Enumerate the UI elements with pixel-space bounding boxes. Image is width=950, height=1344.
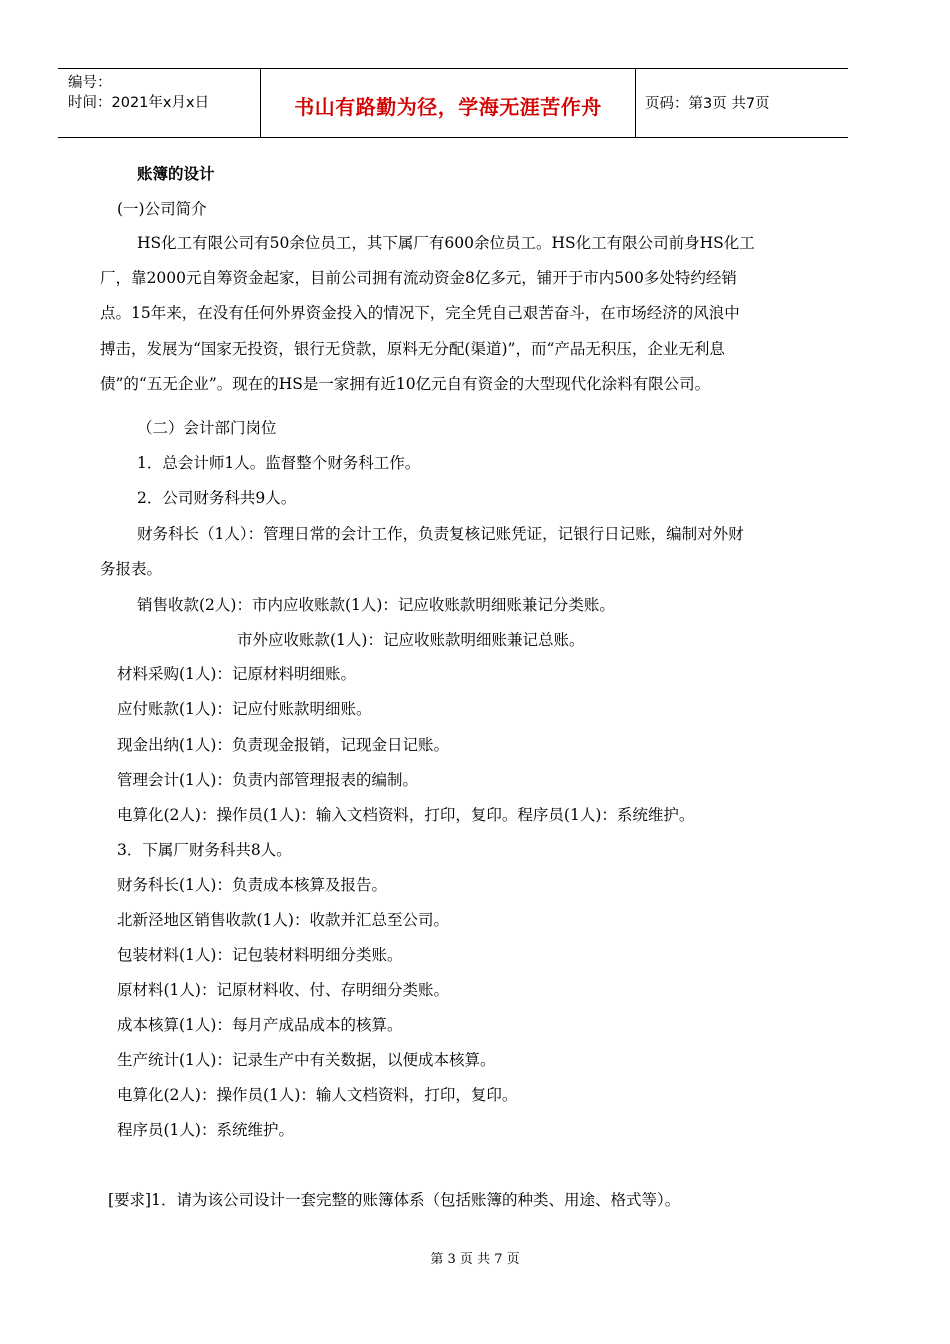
requirement-line: [要求]1．请为该公司设计一套完整的账簿体系（包括账簿的种类、用途、格式等）。 [108, 1191, 681, 1209]
heading-accounting-dept: （二）会计部门岗位 [137, 419, 277, 437]
header-page-code: 页码：第3页 共7页 [645, 96, 770, 112]
header-slogan: 书山有路勤为径，学海无涯苦作舟 [294, 95, 602, 119]
list-item: 成本核算(1人)：每月产成品成本的核算。 [117, 1016, 403, 1034]
paragraph-line: 点。15年来，在没有任何外界资金投入的情况下，完全凭自己艰苦奋斗，在市场经济的风浪中 [100, 304, 740, 322]
list-item: 销售收款(2人)：市内应收账款(1人)：记应收账款明细账兼记分类账。 [137, 596, 615, 614]
list-item: 程序员(1人)：系统维护。 [117, 1121, 294, 1139]
list-item: 生产统计(1人)：记录生产中有关数据，以便成本核算。 [117, 1051, 496, 1069]
list-item: 财务科长(1人)：负责成本核算及报告。 [117, 876, 387, 894]
list-item: 管理会计(1人)：负责内部管理报表的编制。 [117, 771, 418, 789]
header-number-label: 编号： [68, 75, 112, 91]
paragraph-line: 务报表。 [100, 560, 163, 578]
paragraph-line: 债”的“五无企业”。现在的HS是一家拥有近10亿元自有资金的大型现代化涂料有限公司。 [100, 375, 711, 393]
paragraph-line: HS化工有限公司有50余位员工，其下属厂有600余位员工。HS化工有限公司前身HS化工 [137, 234, 755, 252]
list-item: 1．总会计师1人。监督整个财务科工作。 [137, 454, 421, 472]
list-item: 应付账款(1人)：记应付账款明细账。 [117, 700, 372, 718]
header-time-label: 时间：2021年x月x日 [68, 95, 210, 111]
list-item: 现金出纳(1人)：负责现金报销，记现金日记账。 [117, 736, 449, 754]
list-item: 2．公司财务科共9人。 [137, 489, 297, 507]
section-title: 账簿的设计 [137, 165, 215, 183]
heading-company-intro: (一)公司简介 [117, 200, 207, 218]
list-item: 包装材料(1人)：记包装材料明细分类账。 [117, 946, 403, 964]
list-item: 原材料(1人)：记原材料收、付、存明细分类账。 [117, 981, 449, 999]
page-footer: 第 3 页 共 7 页 [430, 1252, 520, 1267]
header-left-cell [58, 69, 260, 137]
paragraph-line: 财务科长（1人）：管理日常的会计工作，负责复核记账凭证，记银行日记账，编制对外财 [137, 525, 744, 543]
header-middle-cell [260, 69, 636, 137]
list-item: 材料采购(1人)：记原材料明细账。 [117, 665, 356, 683]
paragraph-line: 搏击，发展为“国家无投资，银行无贷款，原料无分配(渠道)”，而“产品无积压，企业无利息 [100, 340, 725, 358]
list-item: 电算化(2人)：操作员(1人)：输入文档资料，打印，复印。程序员(1人)：系统维护。 [117, 806, 695, 824]
list-item: 3．下属厂财务科共8人。 [117, 841, 292, 859]
page-header [58, 68, 848, 138]
list-item: 电算化(2人)：操作员(1人)：输人文档资料，打印，复印。 [117, 1086, 518, 1104]
paragraph-line: 厂，靠2000元自筹资金起家，目前公司拥有流动资金8亿多元，铺开于市内500多处特约经销 [100, 269, 737, 287]
list-item: 市外应收账款(1人)：记应收账款明细账兼记总账。 [237, 631, 585, 649]
list-item: 北新泾地区销售收款(1人)：收款并汇总至公司。 [117, 911, 449, 929]
header-right-cell [635, 69, 848, 137]
